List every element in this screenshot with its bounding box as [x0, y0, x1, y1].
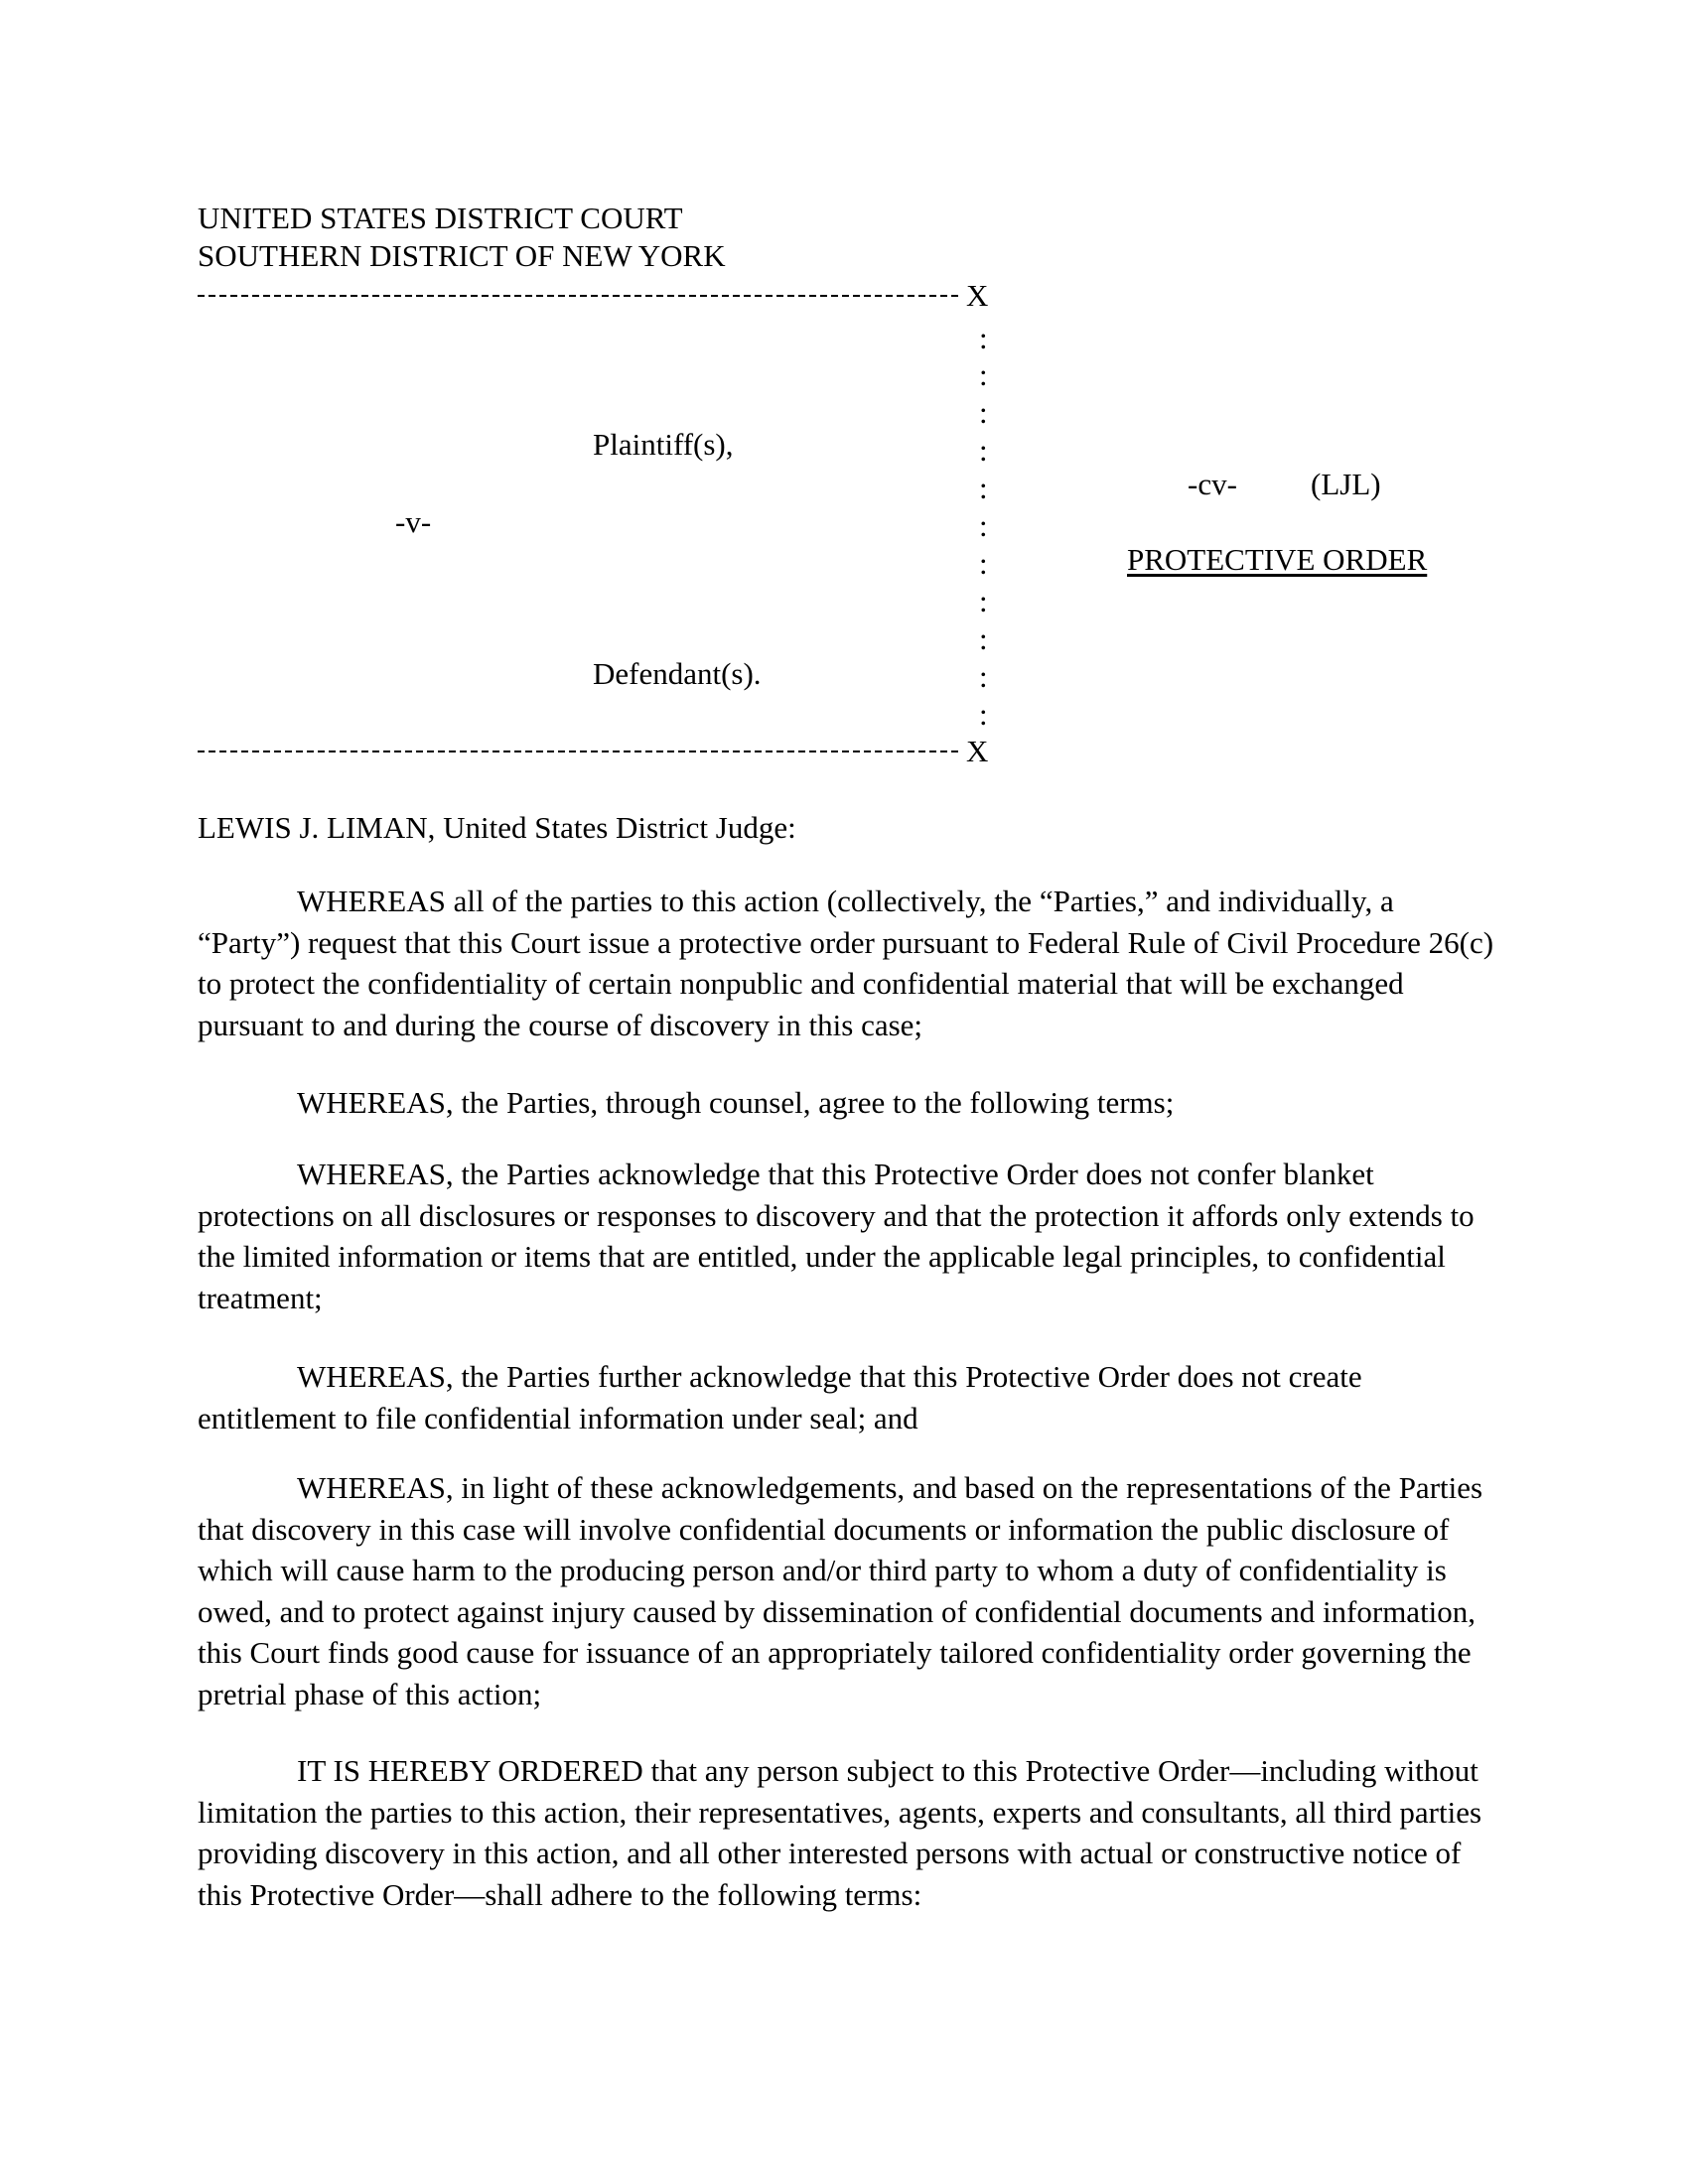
caption-bottom-rule [198, 751, 962, 752]
whereas-paragraph-3: WHEREAS, the Parties acknowledge that this Protective Order does not confer blanket protections on all disclosures or responses to discovery and that the protection it affords only extends to the limited information or items that are entitled, under the applicable legal principles, to confidential treatment; [198, 1157, 1475, 1315]
caption-bottom-x: X [966, 734, 989, 768]
caption-colon: : [979, 471, 988, 505]
caption-colon: : [979, 621, 988, 656]
whereas-paragraph-4: WHEREAS, the Parties further acknowledge that this Protective Order does not create entitlement to file confidential information under seal; and [198, 1359, 1362, 1435]
case-number: -cv- [1188, 467, 1237, 501]
whereas-paragraph-1: WHEREAS all of the parties to this action (collectively, the “Parties,” and individually, a “Party”) request that this Court issue a protective order pursuant to Federal Rule of Civil Procedure 26(c) to protect the confidentiality of certain nonpublic and confidential material that will be exchanged pursuant to and during the course of discovery in this case; [198, 884, 1494, 1042]
versus-label: -v- [395, 504, 432, 539]
caption-colon: : [979, 433, 988, 468]
judge-initials: (LJL) [1311, 467, 1381, 501]
plaintiff-label: Plaintiff(s), [593, 427, 734, 462]
caption-colon: : [979, 508, 988, 543]
caption-colon: : [979, 321, 988, 355]
caption-colon: : [979, 546, 988, 581]
caption-colon: : [979, 584, 988, 618]
caption-colon: : [979, 395, 988, 430]
caption-top-x: X [966, 278, 989, 313]
caption-top-rule [198, 295, 962, 297]
caption-colon: : [979, 659, 988, 694]
document-title: PROTECTIVE ORDER [1127, 542, 1428, 577]
defendant-label: Defendant(s). [593, 656, 762, 691]
judge-line: LEWIS J. LIMAN, United States District Judge: [198, 810, 796, 845]
court-district: SOUTHERN DISTRICT OF NEW YORK [198, 238, 726, 273]
caption-colon: : [979, 357, 988, 392]
caption-colon: : [979, 697, 988, 732]
whereas-paragraph-5: WHEREAS, in light of these acknowledgements, and based on the representations of the Parties that discovery in this case will involve confidential documents or information the public disclosure of which will cause harm to the producing person and/or third party to whom a duty of confidentiality is owed, and to protect against injury caused by dissemination of confidential documents and information, this Court finds good cause for issuance of an appropriately tailored confidentiality order governing the pretrial phase of this action; [198, 1470, 1483, 1711]
court-name: UNITED STATES DISTRICT COURT [198, 201, 683, 235]
whereas-paragraph-2: WHEREAS, the Parties, through counsel, agree to the following terms; [297, 1085, 1175, 1120]
ordered-paragraph: IT IS HEREBY ORDERED that any person subject to this Protective Order—including without limitation the parties to this action, their representatives, agents, experts and consultants, all third parties providing discovery in this action, and all other interested persons with actual or constructive notice of this Protective Order—shall adhere to the following terms: [198, 1753, 1482, 1912]
